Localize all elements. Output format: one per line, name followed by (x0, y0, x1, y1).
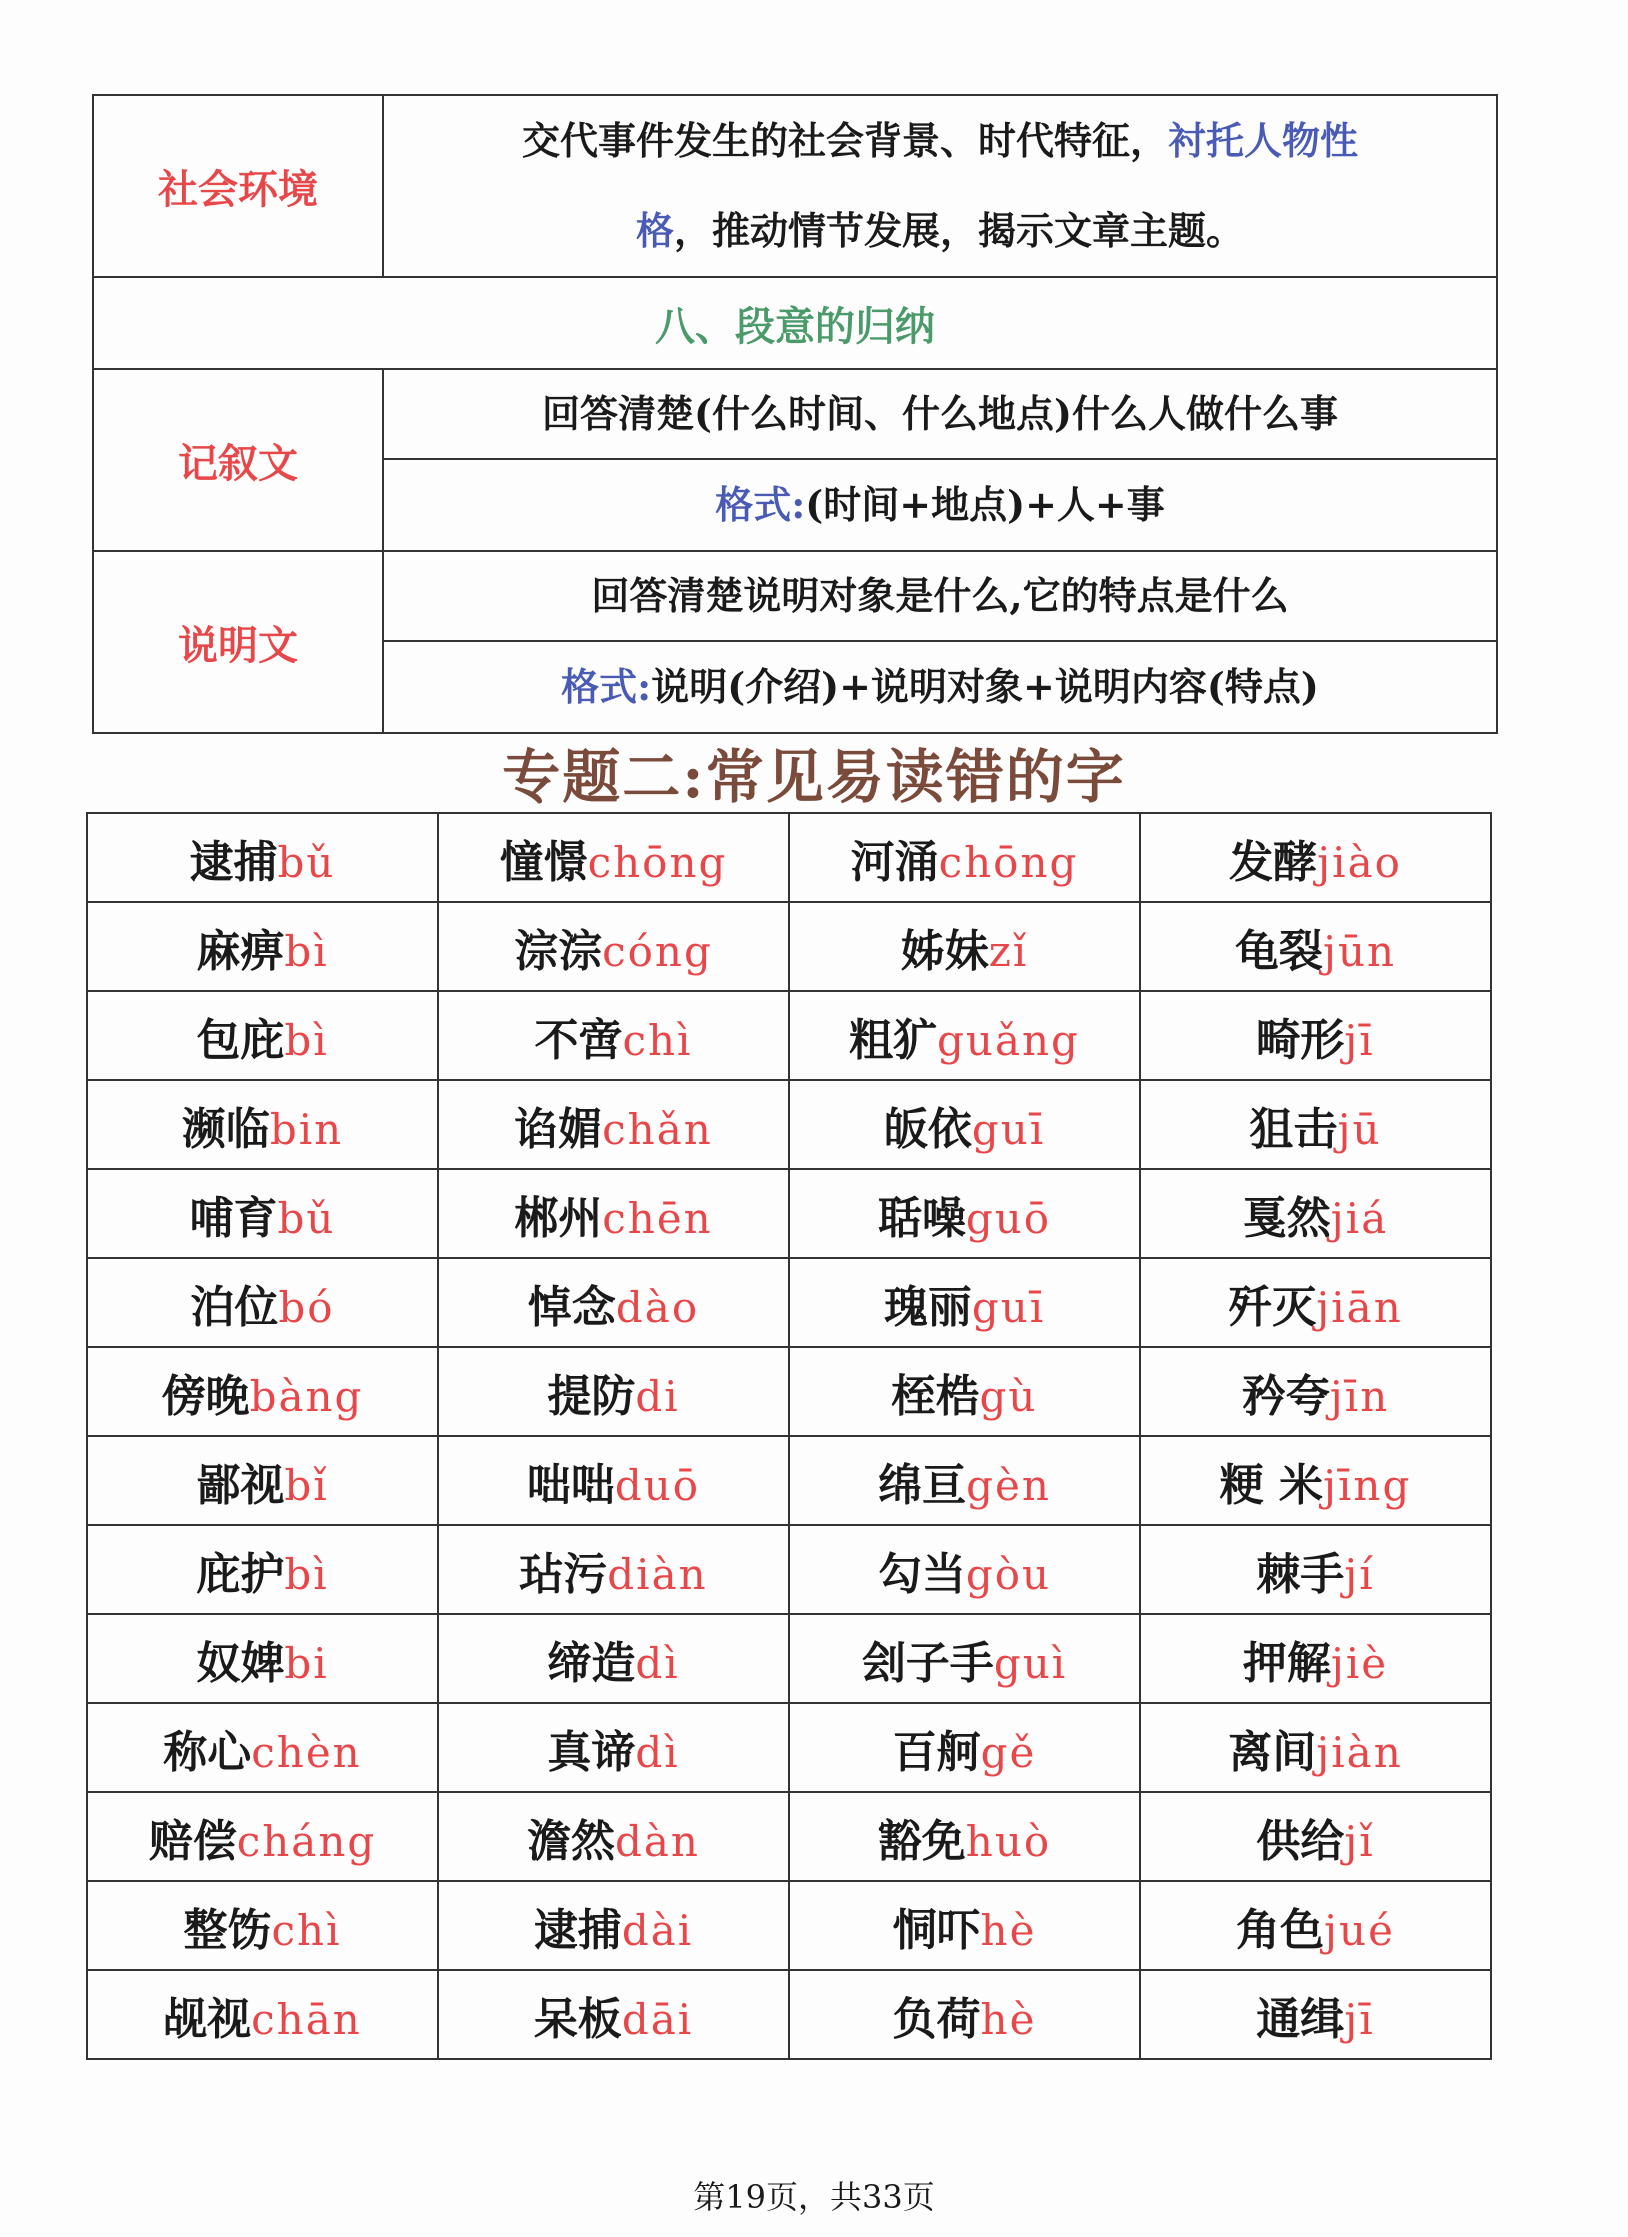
word-cell (1140, 1614, 1491, 1703)
word-text: 哺育 (189, 1192, 278, 1244)
summary-table (92, 94, 1498, 734)
word-cell (438, 1169, 789, 1258)
pinyin-text: jī (1344, 1994, 1375, 2044)
word-cell (789, 902, 1140, 991)
pinyin-text: jīng (1322, 1460, 1412, 1510)
narrative-label: 记叙文 (93, 369, 383, 551)
word-text: 真谛 (547, 1726, 636, 1778)
table-row (87, 1169, 1491, 1258)
word-cell (438, 1792, 789, 1881)
pinyin-text: cóng (602, 926, 713, 976)
word-text: 百舸 (892, 1726, 981, 1778)
pinyin-text: hè (980, 1905, 1037, 1955)
word-cell (1140, 813, 1491, 902)
word-text: 鄙视 (196, 1459, 285, 1511)
pinyin-text: bin (269, 1104, 344, 1154)
word-cell (87, 1080, 438, 1169)
word-text: 供给 (1256, 1815, 1345, 1867)
pinyin-text: dì (635, 1638, 680, 1688)
word-cell (438, 1258, 789, 1347)
word-text: 勾当 (877, 1548, 966, 1600)
pinyin-text: bì (284, 1549, 329, 1599)
word-cell (1140, 1525, 1491, 1614)
word-text: 负荷 (892, 1993, 981, 2045)
table-row (87, 1347, 1491, 1436)
pinyin-text: jué (1324, 1905, 1395, 1955)
word-cell (1140, 1169, 1491, 1258)
word-cell (1140, 902, 1491, 991)
pinyin-text: dāi (621, 1994, 694, 2044)
pinyin-text: gèn (966, 1460, 1051, 1510)
pinyin-text: jūn (1322, 926, 1397, 976)
pinyin-text: gù (979, 1371, 1038, 1421)
word-text: 戛然 (1242, 1192, 1331, 1244)
word-cell (87, 902, 438, 991)
word-text: 傍晚 (161, 1370, 250, 1422)
expository-format: 格式:说明(介绍)+说明对象+说明内容(特点) (383, 641, 1497, 733)
word-text: 歼灭 (1228, 1281, 1317, 1333)
word-cell (438, 1436, 789, 1525)
pinyin-text: bǔ (277, 1193, 336, 1243)
word-cell (438, 1525, 789, 1614)
table-row (87, 902, 1491, 991)
pinyin-text: diàn (607, 1549, 708, 1599)
table-row (87, 1703, 1491, 1792)
pinyin-text: dào (615, 1282, 700, 1332)
pinyin-text: jiè (1330, 1638, 1389, 1688)
pinyin-text: dài (621, 1905, 694, 1955)
pinyin-text: jǐ (1344, 1816, 1375, 1866)
table-row (87, 1258, 1491, 1347)
pinyin-text: dàn (615, 1816, 700, 1866)
pinyin-text: gòu (965, 1549, 1052, 1599)
pinyin-text: jū (1337, 1104, 1382, 1154)
pinyin-text: bì (284, 1015, 329, 1065)
pinyin-text: bì (284, 926, 329, 976)
word-text: 称心 (163, 1726, 252, 1778)
word-text: 逮捕 (189, 836, 278, 888)
word-cell (1140, 1970, 1491, 2059)
expository-answer: 回答清楚说明对象是什么,它的特点是什么 (383, 551, 1497, 641)
word-text: 聒噪 (877, 1192, 966, 1244)
word-cell (87, 1169, 438, 1258)
pinyin-text: guǎng (937, 1015, 1080, 1065)
pinyin-text: gě (980, 1727, 1037, 1777)
pinyin-text: dì (635, 1727, 680, 1777)
pinyin-text: guī (971, 1282, 1046, 1332)
pinyin-text: guō (965, 1193, 1052, 1243)
word-text: 觇视 (163, 1993, 252, 2045)
social-env-label: 社会环境 (93, 95, 383, 277)
word-text: 淙淙 (514, 925, 603, 977)
word-text: 刽子手 (861, 1637, 994, 1689)
pinyin-text: jiào (1317, 837, 1402, 887)
word-cell (1140, 1792, 1491, 1881)
word-cell (87, 1525, 438, 1614)
pinyin-text: jí (1344, 1549, 1375, 1599)
word-cell (789, 991, 1140, 1080)
word-cell (1140, 1881, 1491, 1970)
pinyin-text: zǐ (988, 926, 1029, 976)
section-heading-paragraph-summary: 八、段意的归纳 (93, 277, 1497, 369)
word-text: 玷污 (519, 1548, 608, 1600)
word-cell (1140, 1347, 1491, 1436)
word-text: 奴婢 (196, 1637, 285, 1689)
pinyin-text: jīn (1329, 1371, 1390, 1421)
narrative-format: 格式:(时间+地点)+人+事 (383, 459, 1497, 551)
pinyin-text: chǎn (602, 1104, 713, 1154)
table-row (87, 1881, 1491, 1970)
word-text: 不啻 (534, 1014, 623, 1066)
pinyin-text: guì (993, 1638, 1068, 1688)
pinyin-text: jiàn (1316, 1727, 1403, 1777)
word-text: 矜夸 (1241, 1370, 1330, 1422)
word-text: 咄咄 (526, 1459, 615, 1511)
pinyin-text: cháng (236, 1816, 377, 1866)
word-text: 粳 米 (1219, 1459, 1323, 1511)
word-text: 畸形 (1256, 1014, 1345, 1066)
pinyin-text: jiān (1316, 1282, 1403, 1332)
expository-label: 说明文 (93, 551, 383, 733)
word-text: 粗犷 (849, 1014, 938, 1066)
word-cell (438, 991, 789, 1080)
word-cell (789, 1347, 1140, 1436)
word-text: 提防 (547, 1370, 636, 1422)
pinyin-text: hè (980, 1994, 1037, 2044)
word-cell (1140, 1436, 1491, 1525)
word-text: 恫吓 (892, 1904, 981, 1956)
word-text: 憧憬 (499, 836, 588, 888)
word-text: 澹然 (527, 1815, 615, 1867)
word-cell (789, 1080, 1140, 1169)
table-row (87, 991, 1491, 1080)
word-cell (438, 1881, 789, 1970)
word-cell (789, 1881, 1140, 1970)
word-cell (87, 1703, 438, 1792)
word-text: 逮捕 (533, 1904, 622, 1956)
narrative-answer: 回答清楚(什么时间、什么地点)什么人做什么事 (383, 369, 1497, 459)
word-text: 郴州 (514, 1192, 603, 1244)
word-cell (438, 1347, 789, 1436)
pinyin-text: chōng (938, 837, 1079, 887)
word-cell (789, 1169, 1140, 1258)
table-row (87, 1436, 1491, 1525)
word-text: 包庇 (196, 1014, 285, 1066)
word-text: 瑰丽 (883, 1281, 972, 1333)
word-cell (438, 902, 789, 991)
pinyin-text: chēn (602, 1193, 713, 1243)
table-row (87, 1614, 1491, 1703)
word-cell (87, 813, 438, 902)
word-text: 缔造 (547, 1637, 636, 1689)
pinyin-text: guī (971, 1104, 1046, 1154)
word-text: 绵亘 (878, 1459, 967, 1511)
word-text: 庇护 (196, 1548, 285, 1600)
word-text: 赔偿 (148, 1815, 237, 1867)
word-cell (1140, 1080, 1491, 1169)
word-text: 龟裂 (1234, 925, 1323, 977)
pinyin-text: di (635, 1371, 680, 1421)
word-text: 濒临 (181, 1103, 270, 1155)
word-cell (789, 1614, 1140, 1703)
word-cell (87, 1614, 438, 1703)
word-cell (438, 1080, 789, 1169)
pinyin-text: duō (614, 1460, 701, 1510)
table-row (87, 1792, 1491, 1881)
word-text: 离间 (1228, 1726, 1317, 1778)
pinyin-text: chōng (587, 837, 728, 887)
word-cell (789, 1525, 1140, 1614)
word-cell (87, 1347, 438, 1436)
word-text: 姊妹 (900, 925, 989, 977)
pinyin-text: bǐ (284, 1460, 329, 1510)
word-cell (438, 1614, 789, 1703)
word-cell (87, 1436, 438, 1525)
pinyin-text: huò (965, 1816, 1052, 1866)
word-text: 豁免 (877, 1815, 966, 1867)
word-text: 狙击 (1249, 1103, 1338, 1155)
pinyin-text: chì (622, 1015, 693, 1065)
word-cell (789, 1970, 1140, 2059)
word-cell (87, 991, 438, 1080)
pinyin-text: bǔ (277, 837, 336, 887)
word-text: 河涌 (850, 836, 939, 888)
word-text: 皈依 (883, 1103, 972, 1155)
table-row (87, 1970, 1491, 2059)
word-text: 桎梏 (891, 1370, 980, 1422)
word-text: 泊位 (190, 1281, 279, 1333)
pinyin-text: bi (284, 1638, 329, 1688)
word-cell (789, 813, 1140, 902)
word-cell (87, 1258, 438, 1347)
table-row (87, 813, 1491, 902)
word-cell (87, 1792, 438, 1881)
section-title: 专题二:常见易读错的字 (502, 743, 1126, 811)
word-cell (789, 1436, 1140, 1525)
word-text: 押解 (1242, 1637, 1331, 1689)
word-text: 呆板 (533, 1993, 622, 2045)
table-row (87, 1080, 1491, 1169)
word-cell (789, 1258, 1140, 1347)
pinyin-text: bó (278, 1282, 335, 1332)
word-cell (1140, 1258, 1491, 1347)
social-env-description: 交代事件发生的社会背景、时代特征，衬托人物性 格，推动情节发展，揭示文章主题。 (383, 95, 1497, 277)
word-text: 悼念 (527, 1281, 616, 1333)
pinyin-text: jī (1344, 1015, 1375, 1065)
pinyin-text: jiá (1330, 1193, 1389, 1243)
word-cell (1140, 1703, 1491, 1792)
word-cell (438, 813, 789, 902)
word-text: 整饬 (183, 1904, 272, 1956)
pinyin-text: bàng (249, 1371, 364, 1421)
page-footer: 第19页，共33页 (693, 2178, 935, 2216)
word-text: 麻痹 (196, 925, 285, 977)
word-cell (438, 1703, 789, 1792)
word-cell (1140, 991, 1491, 1080)
misread-characters-table (86, 812, 1492, 2060)
word-text: 通缉 (1256, 1993, 1345, 2045)
pinyin-text: chì (271, 1905, 342, 1955)
word-text: 发酵 (1229, 836, 1318, 888)
word-text: 棘手 (1256, 1548, 1345, 1600)
pinyin-text: chèn (251, 1727, 362, 1777)
word-cell (87, 1970, 438, 2059)
word-cell (438, 1970, 789, 2059)
pinyin-text: chān (251, 1994, 362, 2044)
word-text: 谄媚 (514, 1103, 603, 1155)
word-text: 角色 (1236, 1904, 1325, 1956)
word-cell (87, 1881, 438, 1970)
word-cell (789, 1703, 1140, 1792)
word-cell (789, 1792, 1140, 1881)
table-row (87, 1525, 1491, 1614)
